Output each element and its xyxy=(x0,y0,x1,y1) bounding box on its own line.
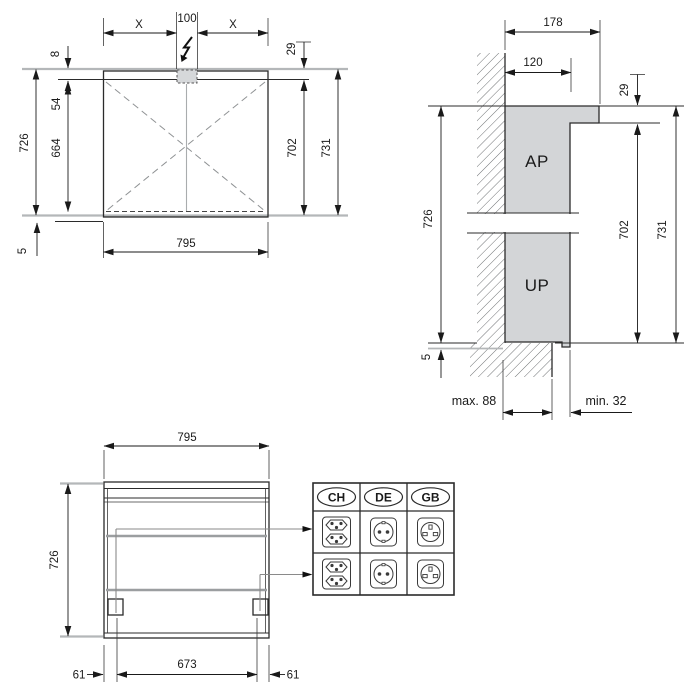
break-band xyxy=(465,214,581,232)
front-top-dimensions xyxy=(104,12,269,69)
side-dim-726-label: 726 xyxy=(423,209,435,229)
front-left-dimensions xyxy=(17,46,68,256)
dim-795-label: 795 xyxy=(176,238,196,250)
side-dim-731-label: 731 xyxy=(657,220,669,240)
dim-726-label: 726 xyxy=(19,133,31,153)
dim-178-label: 178 xyxy=(543,17,563,29)
front-bottom-dimension xyxy=(104,222,269,258)
country-label-ch: CH xyxy=(327,490,346,505)
lightning-bolt-icon xyxy=(181,37,193,62)
front-cabinet-outline xyxy=(104,71,269,217)
country-badge-gb xyxy=(412,488,450,506)
electrical-connection-box xyxy=(177,70,197,83)
interior-top-dimension xyxy=(104,432,269,479)
ch-socket-icon-row1 xyxy=(323,517,351,547)
wall-hatch xyxy=(477,53,505,343)
dim-x-left-label: X xyxy=(135,19,143,31)
side-dim-5-label: 5 xyxy=(421,353,433,361)
dim-61-right-label: 61 xyxy=(286,669,300,682)
dim-100-label: 100 xyxy=(177,13,197,25)
side-top-dimensions xyxy=(505,17,600,104)
dim-54-label: 54 xyxy=(51,97,63,111)
dim-702-label: 702 xyxy=(287,138,299,158)
dim-x-right-label: X xyxy=(229,19,237,31)
socket-table xyxy=(313,483,454,595)
country-badge-ch xyxy=(318,488,356,506)
interior-view xyxy=(49,432,313,682)
dim-673-label: 673 xyxy=(177,659,197,671)
interior-cabinet-outline xyxy=(104,482,269,638)
side-view xyxy=(421,17,684,420)
country-label-de: DE xyxy=(375,490,392,505)
leader-arrow-upper xyxy=(303,526,313,532)
front-view xyxy=(17,12,348,258)
side-right-dimensions xyxy=(619,75,676,343)
side-left-dimensions xyxy=(421,107,441,379)
interior-left-dimension xyxy=(49,484,68,636)
dim-8-label: 8 xyxy=(50,50,62,58)
dim-120-label: 120 xyxy=(523,57,543,69)
de-socket-icon-row2 xyxy=(371,560,397,588)
country-badge-de xyxy=(365,488,403,506)
dim-29-label: 29 xyxy=(286,42,298,56)
socket-leader-upper xyxy=(116,526,313,613)
gb-socket-icon-row1 xyxy=(418,518,444,546)
leader-arrow-lower xyxy=(303,572,313,578)
country-label-gb: GB xyxy=(421,490,440,505)
side-dim-702-label: 702 xyxy=(619,220,631,240)
gb-socket-icon-row2 xyxy=(418,560,444,588)
dim-max-88-label: max. 88 xyxy=(451,394,497,408)
ch-socket-icon-row2 xyxy=(323,559,351,589)
interior-dim-726-label: 726 xyxy=(49,550,61,570)
interior-dim-795-label: 795 xyxy=(177,432,197,444)
flush-mounted-label: UP xyxy=(524,276,550,295)
dim-731-label: 731 xyxy=(321,138,333,158)
dim-664-label: 664 xyxy=(51,138,63,158)
de-socket-icon-row1 xyxy=(371,518,397,546)
dim-61-left-label: 61 xyxy=(72,669,86,682)
side-dim-29-label: 29 xyxy=(619,83,631,97)
dim-min-32-label: min. 32 xyxy=(585,394,627,408)
dim-5-label: 5 xyxy=(17,247,29,255)
surface-mounted-label: AP xyxy=(525,152,549,171)
profile-fill-upper xyxy=(505,106,599,213)
